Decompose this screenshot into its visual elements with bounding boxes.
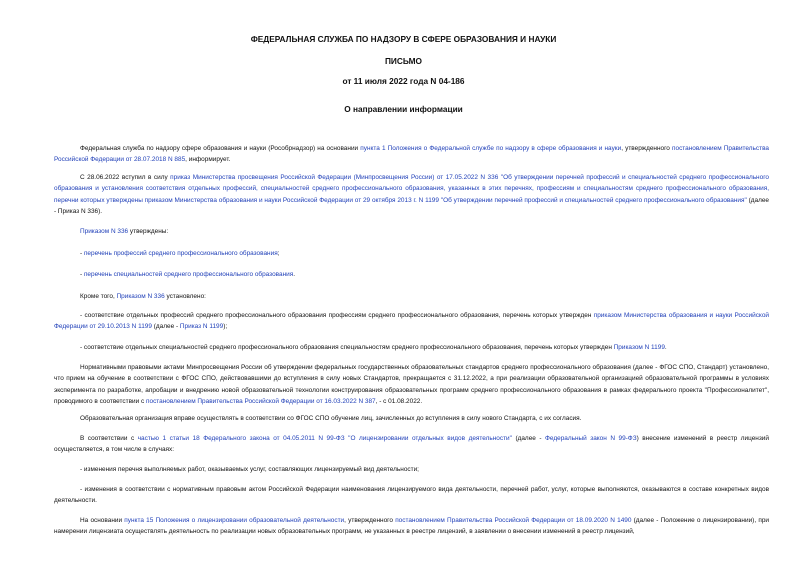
- text-span: Федеральная служба по надзору сфере образования и науки (Рособрнадзор) на основании: [80, 145, 361, 152]
- text-span: (далее - Приказ N 336).: [54, 196, 769, 216]
- text-span: - соответствие отдельных профессий среднего профессионального образования профессиям среднего профессионального образования, перечень которых утвержден: [80, 312, 594, 319]
- text-span: Нормативными правовыми актами Минпросвещения России об утверждении федеральных государственных образовательных стандартов среднего профессионального образования (далее - ФГОС СПО, Стандарт) установлено, что прием на обучение в соответствии с ФГОС СПО, действовавшими до вступления в силу новых Стандартов, прекращается с 31.12.2022, а при реализации образовательной организацией образовательной программы в условиях эксперимента по разработке, апробации и внедрению новой образовательной технологии конструирования образовательных программ среднего профессионального образования в рамках федерального проекта "Профессионалитет", проводимого в соответствии с: [54, 364, 769, 406]
- text-span: С 28.06.2022 вступил в силу: [80, 174, 171, 181]
- text-span: - соответствие отдельных специальностей среднего профессионального образования специальностям среднего профессионального образования, перечень которых утвержден: [80, 344, 614, 351]
- text-span: , информирует.: [185, 156, 231, 164]
- list-item-specialties: [54, 269, 769, 280]
- link-professions-list[interactable]: перечень профессий среднего профессионального образования: [83, 250, 278, 257]
- link-order-336[interactable]: Приказом N 336: [80, 228, 129, 235]
- text-span: , - с 01.08.2022.: [375, 398, 423, 406]
- text-span: (далее -: [151, 323, 180, 331]
- document-date-number: от 11 июля 2022 года N 04-186: [342, 76, 465, 86]
- document-type: ПИСЬМО: [384, 56, 423, 66]
- text-span: .: [293, 271, 296, 278]
- link-order-336[interactable]: Приказом N 336: [116, 293, 165, 300]
- list-item-professions: [54, 248, 769, 259]
- link-government-decree-1490[interactable]: постановлением Правительства Российской Федерации от 18.09.2020 N 1490: [395, 517, 632, 524]
- list-item-works-change: [54, 464, 769, 475]
- text-span: Образовательная организация вправе осуществлять в соответствии со ФГОС СПО обучение лиц, зачисленных до вступления в силу нового Стандарта, с их согласия.: [80, 415, 582, 422]
- text-span: );: [223, 323, 228, 331]
- text-span: На основании: [80, 517, 125, 524]
- link-order-1199-short[interactable]: Приказом N 1199: [613, 344, 665, 351]
- list-item-professions-correspondence: [54, 310, 769, 333]
- text-span: - изменения в соответствии с нормативным правовым актом Российской Федерации наименования лицензируемого вида деятельности, перечней работ, услуг, которые выполняются, оказываются в составе конкретных видов деятельности.: [54, 486, 769, 505]
- text-span: - изменения перечня выполняемых работ, оказываемых услуг, составляющих лицензируемый вид деятельности;: [80, 466, 419, 473]
- text-span: (далее - Положение о лицензировании), при намерении лицензиата осуществлять деятельность по реализации новых образовательных программ, не указанных в реестре лицензий, в заявлении о внесении изменений в реестр лицензий,: [54, 517, 769, 536]
- text-span: (далее -: [511, 435, 546, 442]
- paragraph-fgos-spo: [54, 362, 769, 408]
- link-federal-law-99fz[interactable]: Федеральный закон N 99-ФЗ: [545, 435, 637, 442]
- text-span: ) внесение изменений в реестр лицензий осуществляется, в том числе в случаях:: [54, 435, 769, 454]
- paragraph-licensing-law: [54, 433, 769, 456]
- link-order-1199-short[interactable]: Приказ N 1199: [179, 323, 224, 331]
- link-order-1199[interactable]: приказом Министерства образования и науки Российской Федерации от 29.10.2013 N 1199: [54, 312, 769, 331]
- paragraph-approved: [54, 226, 769, 237]
- link-government-decree-885[interactable]: постановлением Правительства Российской Федерации от 28.07.2018 N 885: [54, 145, 769, 164]
- link-licensing-regulation-15[interactable]: пункта 15 Положения о лицензировании образовательной деятельности: [124, 517, 345, 524]
- paragraph-basis: [54, 143, 769, 166]
- paragraph-order-336: [54, 172, 769, 218]
- link-specialties-list[interactable]: перечень специальностей среднего профессионального образования: [83, 271, 294, 278]
- text-span: .: [664, 344, 667, 351]
- text-span: ;: [277, 250, 280, 257]
- text-span: установлено:: [164, 293, 206, 300]
- link-federal-law-99fz-article-18[interactable]: частью 1 статьи 18 Федерального закона от 04.05.2011 N 99-ФЗ "О лицензировании отдельных видов деятельности": [137, 435, 512, 442]
- text-span: , утвержденного: [621, 145, 672, 152]
- paragraph-established: [54, 291, 769, 302]
- text-span: , утвержденного: [344, 517, 396, 524]
- list-item-name-change: [54, 484, 769, 507]
- text-span: В соответствии с: [80, 435, 138, 442]
- link-government-decree-387[interactable]: постановлением Правительства Российской Федерации от 16.03.2022 N 387: [146, 398, 376, 406]
- paragraph-licensing-regulation: [54, 515, 769, 538]
- document-subject: О направлении информации: [344, 104, 463, 114]
- link-rosobrnadzor-regulation[interactable]: пункта 1 Положения о Федеральной службе по надзору в сфере образования и науки: [360, 145, 622, 152]
- paragraph-education-right: [54, 413, 769, 424]
- text-span: -: [80, 250, 84, 257]
- text-span: утверждены:: [128, 228, 169, 235]
- list-item-specialties-correspondence: [54, 342, 769, 353]
- link-order-336[interactable]: приказ Министерства просвещения Российской Федерации (Минпросвещения России) от 17.05.2022 N 336 "Об утверждении перечней профессий и специальностей среднего профессионального образования и установления соответствия отдельных профессий, специальностей среднего профессионального образования, указанных в этих перечнях, профессиям и специальностям среднего профессионального образования, перечни которых утверждены приказом Министерства образования и науки Российской Федерации от 29 октября 2013 г. N 1199 "Об утверждении перечней профессий и специальностей среднего профессионального образования": [54, 174, 769, 204]
- text-span: -: [80, 271, 84, 278]
- text-span: Кроме того,: [80, 293, 117, 300]
- agency-title: ФЕДЕРАЛЬНАЯ СЛУЖБА ПО НАДЗОРУ В СФЕРЕ ОБРАЗОВАНИЯ И НАУКИ: [250, 34, 557, 44]
